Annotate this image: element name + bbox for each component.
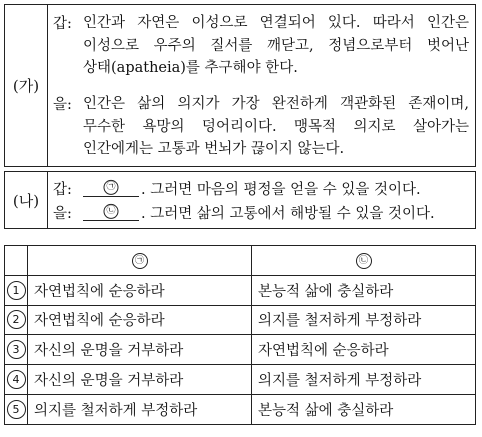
passage-na-content <box>47 172 475 228</box>
choice-number[interactable]: 3 <box>7 340 26 359</box>
choice-number[interactable]: 1 <box>7 281 26 300</box>
eul-line-2: 무수한 욕망의 덩어리이다. 맹목적 의지로 살아가는 <box>83 118 469 135</box>
choice-b-cell: 본능적 삶에 충실하라 <box>252 394 476 424</box>
choice-b-cell: 본능적 삶에 충실하라 <box>252 275 476 305</box>
passage-na-box <box>4 171 476 229</box>
eul-line-3: 인간에게는 고통과 번뇌가 끊이지 않는다. <box>83 141 345 157</box>
choice-number-cell <box>5 365 28 395</box>
choice-number[interactable]: 5 <box>7 400 26 419</box>
blank-a <box>83 179 139 197</box>
choice-a-cell: 자신의 운명을 거부하라 <box>28 365 252 395</box>
gap-line-2: 이성으로 우주의 질서를 깨닫고, 정념으로부터 벗어난 <box>83 37 469 54</box>
gap-statement <box>83 12 469 80</box>
header-col-b <box>252 246 476 276</box>
passage-na-label: (나) <box>5 172 48 228</box>
header-col-a <box>28 246 252 276</box>
blank-b <box>83 203 139 221</box>
choice-number-cell <box>5 305 28 335</box>
gap-line-3: 상태(apatheia)를 추구해야 한다. <box>83 60 298 76</box>
choice-row[interactable] <box>5 335 476 365</box>
eul-line-1: 인간은 삶의 의지가 가장 완전하게 객관화된 존재이며, <box>83 96 469 112</box>
header-num-cell <box>5 246 28 276</box>
speaker-gap-na: 갑: <box>53 182 72 198</box>
choice-number-cell <box>5 275 28 305</box>
header-a-mark: ㉠ <box>132 253 148 269</box>
choice-number-cell <box>5 394 28 424</box>
choice-row[interactable] <box>5 365 476 395</box>
choice-row[interactable] <box>5 305 476 335</box>
eul-blank-text: . 그러면 삶의 고통에서 해방될 수 있을 것이다. <box>141 206 435 222</box>
blank-b-mark: ㉡ <box>104 203 119 218</box>
gap-line-1: 인간과 자연은 이성으로 연결되어 있다. 따라서 인간은 <box>83 15 469 31</box>
choices-table <box>4 245 476 425</box>
choice-b-cell: 의지를 철저하게 부정하라 <box>252 305 476 335</box>
choice-number[interactable]: 2 <box>7 310 26 329</box>
speaker-eul: 을: <box>53 97 72 113</box>
gap-blank-text: . 그러면 마음의 평정을 얻을 수 있을 것이다. <box>141 182 421 198</box>
choice-b-cell: 의지를 철저하게 부정하라 <box>252 365 476 395</box>
passage-ga-content <box>47 5 475 166</box>
choice-row[interactable] <box>5 275 476 305</box>
blank-a-mark: ㉠ <box>104 179 119 194</box>
choice-number-cell <box>5 335 28 365</box>
passage-ga-box <box>4 4 476 167</box>
choice-a-cell: 의지를 철저하게 부정하라 <box>28 394 252 424</box>
choice-number[interactable]: 4 <box>7 370 26 389</box>
header-b-mark: ㉡ <box>356 253 372 269</box>
choice-b-cell: 자연법칙에 순응하라 <box>252 335 476 365</box>
choices-header-row <box>5 246 476 276</box>
speaker-gap: 갑: <box>53 16 72 32</box>
choice-a-cell: 자연법칙에 순응하라 <box>28 275 252 305</box>
eul-statement <box>83 93 469 161</box>
speaker-eul-na: 을: <box>53 206 72 222</box>
eul-blank-line <box>83 202 435 223</box>
choice-a-cell: 자신의 운명을 거부하라 <box>28 335 252 365</box>
choice-row[interactable] <box>5 394 476 424</box>
passage-ga-label: (가) <box>5 5 48 166</box>
choice-a-cell: 자연법칙에 순응하라 <box>28 305 252 335</box>
gap-blank-line <box>83 178 421 199</box>
